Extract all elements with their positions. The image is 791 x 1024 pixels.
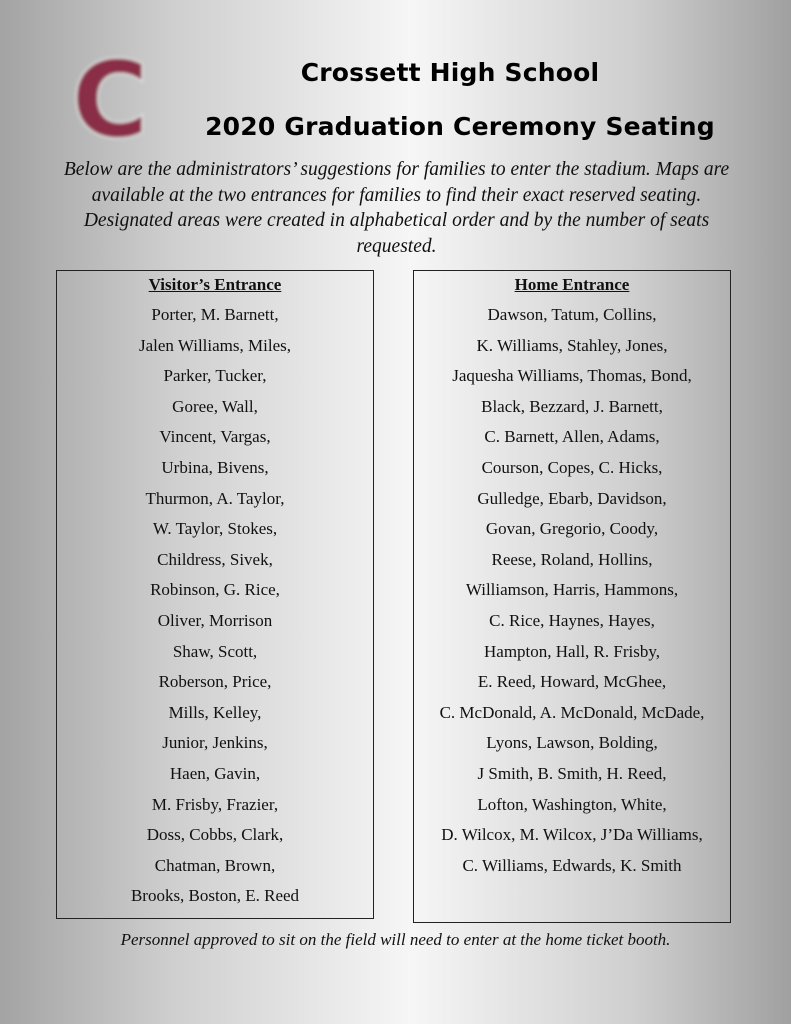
school-name: Crossett High School [300, 58, 600, 87]
name-group: Govan, Gregorio, Coody, [485, 519, 659, 539]
logo-letter: C [72, 52, 149, 148]
name-group: Lyons, Lawson, Bolding, [486, 733, 658, 753]
name-group: Parker, Tucker, [163, 366, 267, 386]
visitor-entrance-heading: Visitor’s Entrance [148, 275, 282, 294]
name-group: Jalen Williams, Miles, [139, 335, 291, 355]
name-group: Urbina, Bivens, [161, 457, 269, 477]
intro-paragraph: Below are the administrators’ suggestions for families to enter the stadium. Maps are available at the two entrances for families to find their exact reserved seating. Designated areas were created in alphabetical order and by the number of seats requested. [63, 159, 730, 257]
name-group: Dawson, Tatum, Collins, [487, 305, 657, 324]
name-group: J Smith, B. Smith, H. Reed, [477, 763, 667, 783]
home-entrance-box [413, 270, 731, 923]
name-group: C. Williams, Edwards, K. Smith [462, 855, 682, 875]
name-group: K. Williams, Stahley, Jones, [476, 335, 668, 355]
name-group: Robinson, G. Rice, [150, 580, 280, 600]
name-group: Goree, Wall, [172, 396, 258, 416]
visitor-entrance-box [56, 270, 374, 919]
name-group: Thurmon, A. Taylor, [145, 488, 285, 508]
name-group: Oliver, Morrison [157, 610, 273, 630]
name-group: Gulledge, Ebarb, Davidson, [477, 488, 667, 508]
name-group: Shaw, Scott, [172, 641, 258, 661]
name-group: Mills, Kelley, [168, 702, 262, 722]
name-group: Courson, Copes, C. Hicks, [481, 457, 663, 477]
name-group: Childress, Sivek, [157, 549, 273, 569]
name-group: Doss, Cobbs, Clark, [146, 825, 284, 845]
name-group: C. Barnett, Allen, Adams, [484, 427, 660, 447]
name-group: Vincent, Vargas, [159, 427, 271, 447]
name-group: Haen, Gavin, [169, 763, 261, 783]
name-group: Roberson, Price, [158, 672, 272, 692]
name-group: Hampton, Hall, R. Frisby, [484, 641, 660, 661]
name-group: Junior, Jenkins, [162, 733, 268, 753]
visitor-name-list [57, 300, 373, 912]
name-group: Reese, Roland, Hollins, [491, 549, 653, 569]
name-group: M. Frisby, Frazier, [151, 794, 279, 814]
name-group: C. McDonald, A. McDonald, McDade, [439, 702, 705, 722]
name-group: E. Reed, Howard, McGhee, [477, 672, 667, 692]
ceremony-title: 2020 Graduation Ceremony Seating [205, 112, 715, 141]
name-group: Jaquesha Williams, Thomas, Bond, [452, 366, 692, 386]
name-group: Porter, M. Barnett, [151, 305, 279, 324]
home-name-list [414, 300, 730, 881]
name-group: W. Taylor, Stokes, [152, 519, 278, 539]
footer-note: Personnel approved to sit on the field will need to enter at the home ticket booth. [120, 930, 671, 949]
name-group: Brooks, Boston, E. Reed [130, 886, 300, 906]
name-group: Williamson, Harris, Hammons, [465, 580, 679, 600]
name-group: Lofton, Washington, White, [477, 794, 667, 814]
name-group: Chatman, Brown, [154, 855, 276, 875]
home-entrance-heading: Home Entrance [514, 275, 630, 294]
name-group: D. Wilcox, M. Wilcox, J’Da Williams, [441, 825, 703, 845]
name-group: C. Rice, Haynes, Hayes, [489, 610, 655, 630]
name-group: Black, Bezzard, J. Barnett, [481, 396, 663, 416]
